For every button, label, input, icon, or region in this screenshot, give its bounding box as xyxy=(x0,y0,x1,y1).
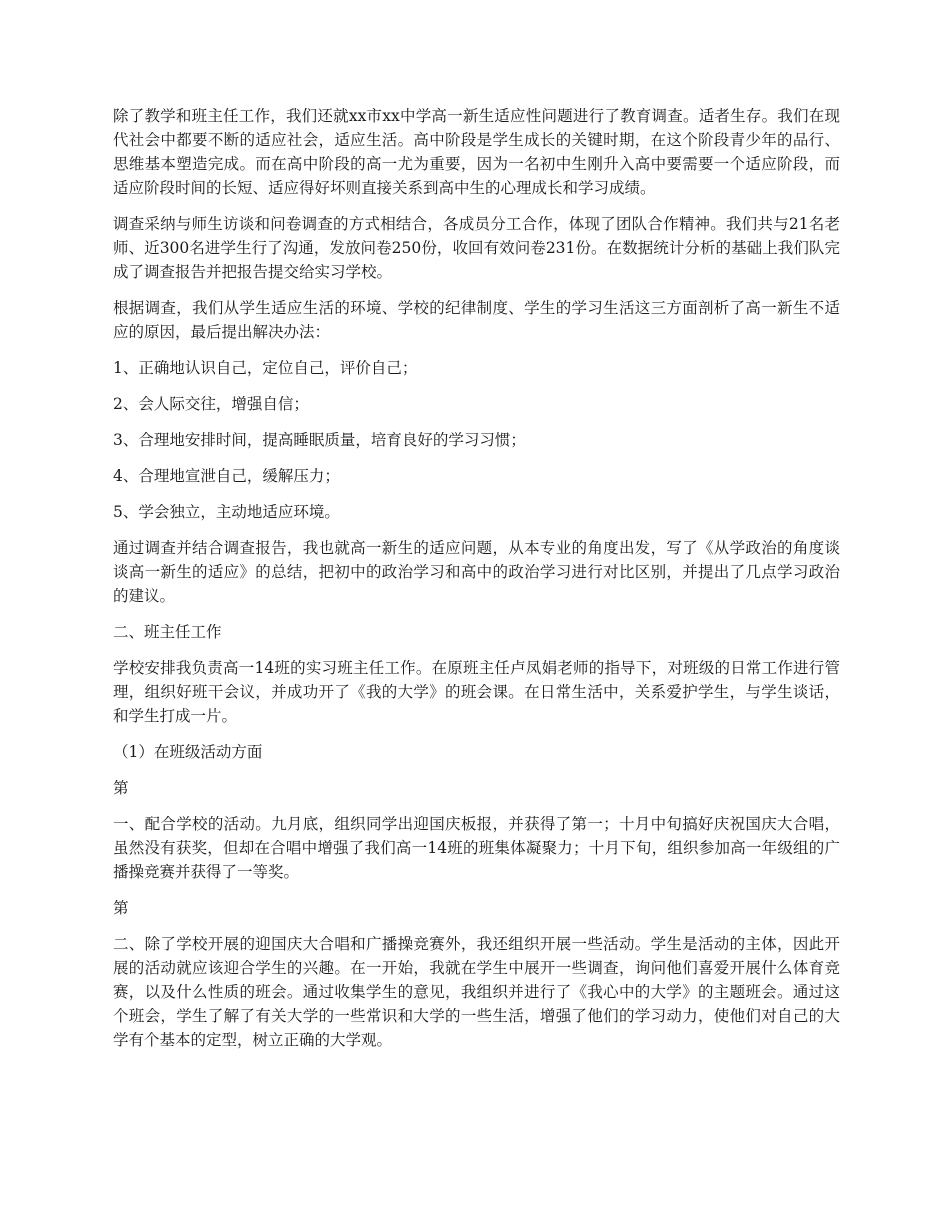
paragraph-class-teacher-work: 学校安排我负责高一14班的实习班主任工作。在原班主任卢凤娟老师的指导下，对班级的日常工作进行管理，组织好班干会议，并成功开了《我的大学》的班会课。在日常生活中，关系爱护学生，与学生谈话，和学生打成一片。 xyxy=(113,659,840,725)
list-item-solution-2: 2、会人际交往，增强自信； xyxy=(113,395,309,413)
list-item-solution-1: 1、正确地认识自己，定位自己，评价自己； xyxy=(113,359,418,377)
list-item-solution-5: 5、学会独立，主动地适应环境。 xyxy=(113,503,340,521)
paragraph-survey-method: 调查采纳与师生访谈和问卷调查的方式相结合，各成员分工合作，体现了团队合作精神。我们共与21名老师、近300名进学生行了沟通，发放问卷250份，收回有效问卷231份。在数据统计分析的基础上我们队完成了调查报告并把报告提交给实习学校。 xyxy=(113,215,840,281)
section-heading-class-teacher: 二、班主任工作 xyxy=(113,623,222,641)
list-item-solution-3: 3、合理地安排时间，提高睡眠质量，培育良好的学习习惯； xyxy=(113,431,526,449)
paragraph-survey-findings: 根据调查，我们从学生适应生活的环境、学校的纪律制度、学生的学习生活这三方面剖析了高一新生不适应的原因，最后提出解决办法： xyxy=(113,299,840,341)
paragraph-ordinal-marker: 第 xyxy=(113,899,129,917)
paragraph-organized-activities: 二、除了学校开展的迎国庆大合唱和广播操竞赛外，我还组织开展一些活动。学生是活动的主体，因此开展的活动就应该迎合学生的兴趣。在一开始，我就在学生中展开一些调查，询问他们喜爱开展什么体育竞赛，以及什么性质的班会。通过收集学生的意见，我组织并进行了《我心中的大学》的主题班会。通过这个班会，学生了解了有关大学的一些常识和大学的一些生活，增强了他们的学习动力，使他们对自己的大学有个基本的定型，树立正确的大学观。 xyxy=(113,935,840,1049)
paragraph-school-activities: 一、配合学校的活动。九月底，组织同学出迎国庆板报，并获得了第一；十月中旬搞好庆祝国庆大合唱，虽然没有获奖，但却在合唱中增强了我们高一14班的班集体凝聚力；十月下旬，组织参加高一年级组的广播操竞赛并获得了一等奖。 xyxy=(113,815,840,881)
document-body xyxy=(113,104,840,1064)
paragraph-survey-summary: 通过调查并结合调查报告，我也就高一新生的适应问题，从本专业的角度出发，写了《从学政治的角度谈谈高一新生的适应》的总结，把初中的政治学习和高中的政治学习进行对比区别，并提出了几点学习政治的建议。 xyxy=(113,539,840,605)
paragraph-ordinal-marker: 第 xyxy=(113,779,129,797)
subheading-class-activities: （1）在班级活动方面 xyxy=(113,743,263,761)
paragraph-survey-intro: 除了教学和班主任工作，我们还就xx市xx中学高一新生适应性问题进行了教育调查。适者生存。我们在现代社会中都要不断的适应社会，适应生活。高中阶段是学生成长的关键时期，在这个阶段青少年的品行、思维基本塑造完成。而在高中阶段的高一尤为重要，因为一名初中生刚升入高中要需要一个适应阶段，而适应阶段时间的长短、适应得好坏则直接关系到高中生的心理成长和学习成绩。 xyxy=(113,107,840,197)
list-item-solution-4: 4、合理地宣泄自己，缓解压力； xyxy=(113,467,340,485)
